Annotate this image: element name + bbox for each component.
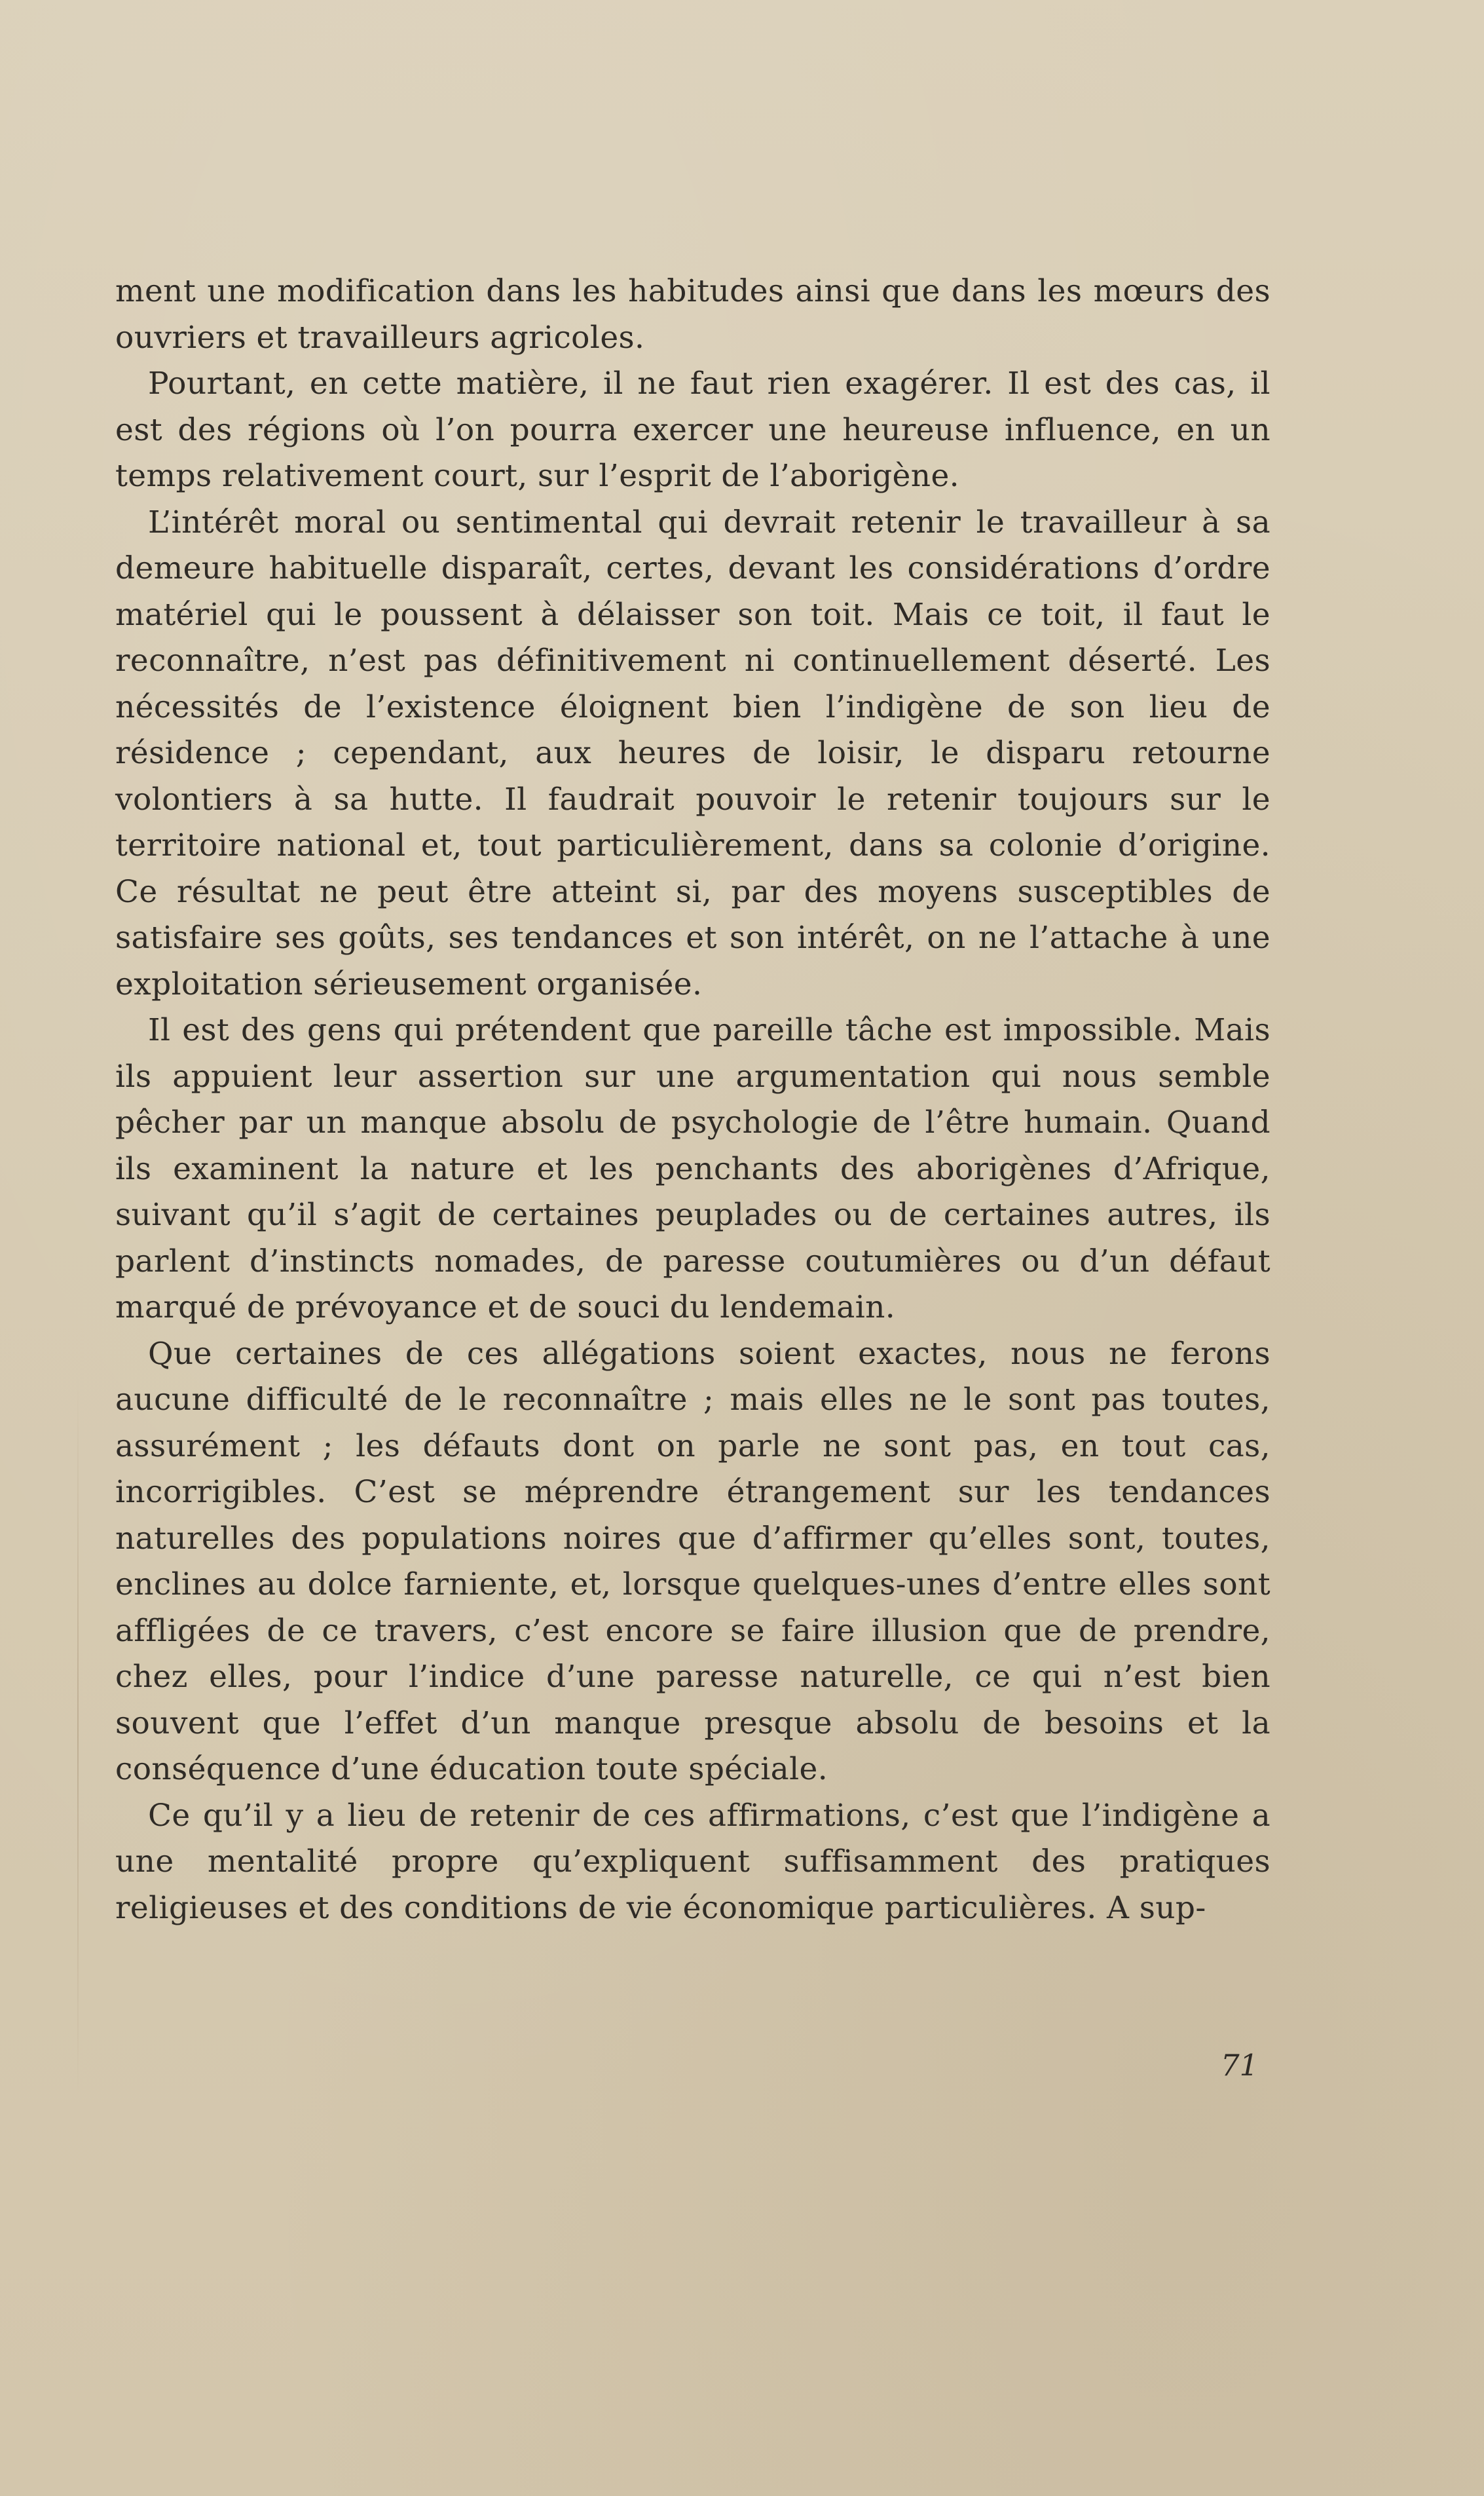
paragraph: Il est des gens qui prétendent que pareille tâche est impossible. Mais ils appuient leur assertion sur une argumentation qui nous semble pêcher par un manque absolu de psychologie de l’être humain. Quand ils examinent la nature et les penchants des aborigènes d’Afrique, suivant qu’il s’agit de certaines peuplades ou de certaines autres, ils parlent d’instincts nomades, de paresse coutumières ou d’un défaut marqué de prévoyance et de souci du lendemain. <box>115 1012 1271 1325</box>
body-text <box>115 269 1271 1931</box>
paragraph: Pourtant, en cette matière, il ne faut rien exagérer. Il est des cas, il est des régions où l’on pourra exercer une heureuse influence, en un temps relativement court, sur l’esprit de l’aborigène. <box>115 366 1271 494</box>
paragraph: L’intérêt moral ou sentimental qui devrait retenir le travailleur à sa demeure habituelle disparaît, certes, devant les considérations d’ordre matériel qui le poussent à délaisser son toit. Mais ce toit, il faut le reconnaître, n’est pas définitivement ni continuellement déserté. Les nécessités de l’existence éloignent bien l’indigène de son lieu de résidence ; cependant, aux heures de loisir, le disparu retourne volontiers à sa hutte. Il faudrait pouvoir le retenir toujours sur le territoire national et, tout particulièrement, dans sa colonie d’origine. Ce résultat ne peut être atteint si, par des moyens susceptibles de satisfaire ses goûts, ses tendances et son intérêt, on ne l’attache à une exploitation sérieusement organisée. <box>115 504 1271 1002</box>
paragraph: Ce qu’il y a lieu de retenir de ces affirmations, c’est que l’indigène a une mentalité propre qu’expliquent suffisamment des pratiques religieuses et des conditions de vie économique particulières. A sup- <box>115 1797 1271 1926</box>
paragraph: Que certaines de ces allégations soient exactes, nous ne ferons aucune difficulté de le reconnaître ; mais elles ne le sont pas toutes, assurément ; les défauts dont on parle ne sont pas, en tout cas, incorrigibles. C’est se méprendre étrangement sur les tendances naturelles des populations noires que d’affirmer qu’elles sont, toutes, enclines au dolce farniente, et, lorsque quelques-unes d’entre elles sont affligées de ce travers, c’est encore se faire illusion que de prendre, chez elles, pour l’indice d’une paresse naturelle, ce qui n’est bien souvent que l’effet d’un manque presque absolu de besoins et la conséquence d’une éducation toute spéciale. <box>115 1335 1271 1787</box>
paragraph-continuation: ment une modification dans les habitudes ainsi que dans les mœurs des ouvriers et travailleurs agricoles. <box>115 273 1271 356</box>
page-number: 71 <box>1221 2048 1259 2083</box>
paper-crease <box>77 1376 79 2096</box>
